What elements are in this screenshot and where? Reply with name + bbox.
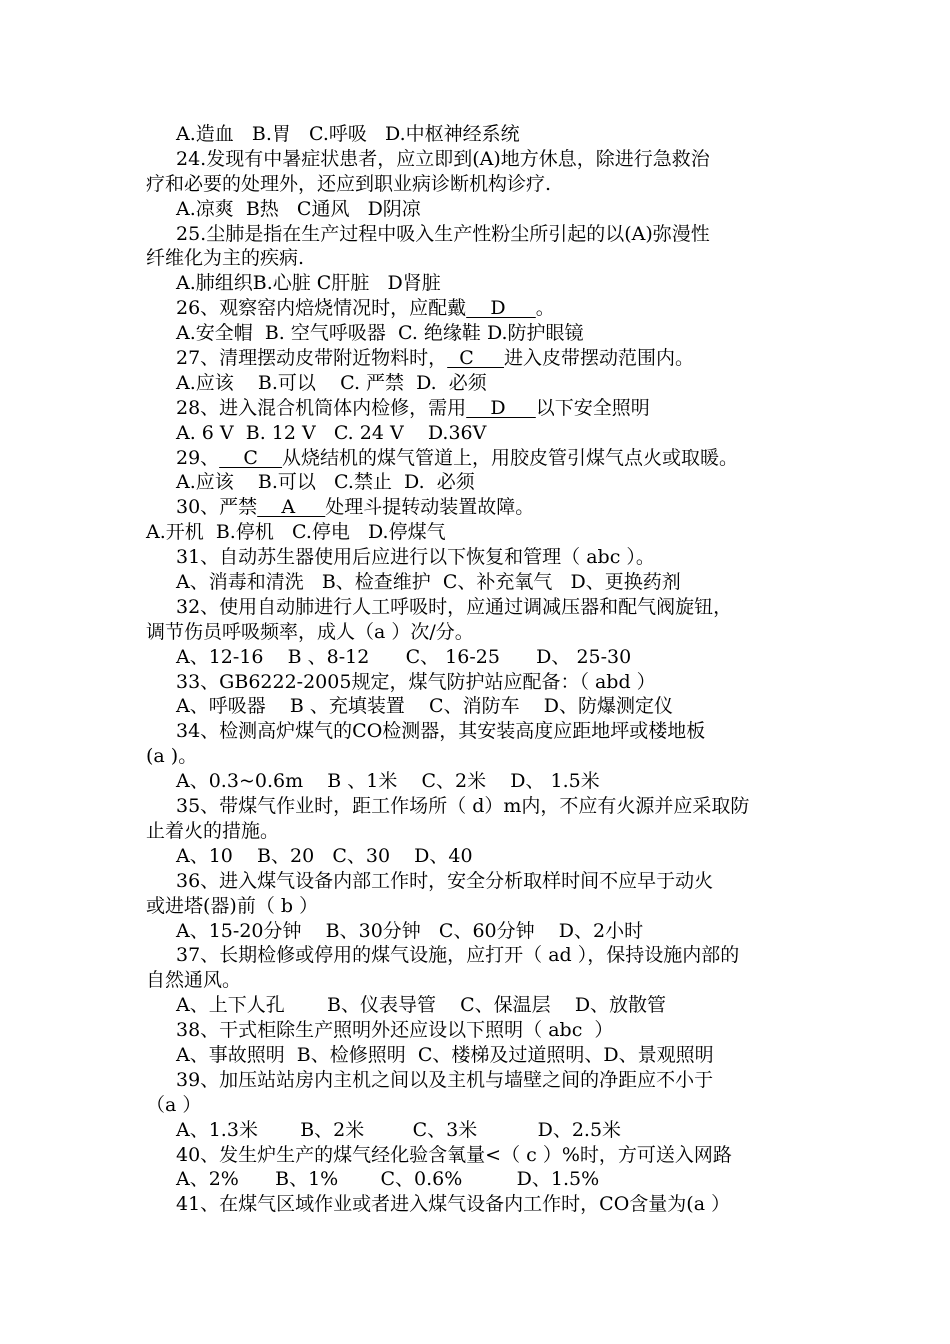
text-line: A、呼吸器 B 、充填装置 C、消防车 D、防爆测定仪	[176, 695, 673, 718]
text-line: 35、带煤气作业时，距工作场所（ d）m内，不应有火源并应采取防	[176, 795, 750, 818]
text-line: 33、GB6222-2005规定，煤气防护站应配备：（ abd ）	[176, 670, 656, 693]
text-line: （a ）	[146, 1093, 202, 1116]
text-line: A、15-20分钟 B、30分钟 C、60分钟 D、2小时	[176, 919, 644, 942]
text-line: A.应该 B.可以 C. 严禁 D. 必须	[176, 371, 487, 394]
document-body	[146, 122, 816, 1217]
text-line: A、消毒和清洗 B、检查维护 C、补充氧气 D、更换药剂	[176, 571, 681, 594]
text-line: A.安全帽 B. 空气呼吸器 C. 绝缘鞋 D.防护眼镜	[176, 322, 584, 345]
question-text: 27、清理摆动皮带附近物料时，	[176, 347, 448, 370]
text-line: 自然通风。	[146, 969, 242, 992]
text-line: A、事故照明 B、检修照明 C、楼梯及过道照明、D、景观照明	[176, 1043, 714, 1066]
text-line	[146, 296, 816, 321]
question-text: 29、	[176, 446, 220, 469]
question-text: 从烧结机的煤气管道上，用胶皮管引煤气点火或取暖。	[282, 446, 739, 469]
text-line: 纤维化为主的疾病.	[146, 247, 305, 270]
text-line: A.应该 B.可以 C.禁止 D. 必须	[176, 471, 475, 494]
text-line: A、12-16 B 、8-12 C、 16-25 D、 25-30	[176, 645, 632, 668]
question-text: 26、观察窑内焙烧情况时，应配戴	[176, 297, 467, 320]
text-line: A. 6 V B. 12 V C. 24 V D.36V	[176, 421, 487, 444]
answer-blank: D	[466, 396, 536, 419]
text-line: A、10 B、20 C、30 D、40	[176, 844, 473, 867]
text-line: 或进塔(器)前（ b ）	[146, 894, 319, 917]
answer-blank: C	[219, 446, 283, 469]
text-line: A、上下人孔 B、仪表导管 C、保温层 D、放散管	[176, 994, 667, 1017]
text-line: 止着火的措施。	[146, 819, 280, 842]
text-line: 40、发生炉生产的煤气经化验含氧量<（ c ）%时，方可送入网路	[176, 1143, 732, 1166]
text-line: A.造血 B.胃 C.呼吸 D.中枢神经系统	[176, 123, 520, 145]
answer-blank: D	[466, 297, 536, 320]
text-line: 25.尘肺是指在生产过程中吸入生产性粉尘所引起的以(A)弥漫性	[176, 222, 710, 245]
text-line: 31、自动苏生器使用后应进行以下恢复和管理（ abc ）。	[176, 546, 655, 569]
text-line: 38、干式柜除生产照明外还应设以下照明（ abc ）	[176, 1019, 614, 1042]
text-line: 37、长期检修或停用的煤气设施，应打开（ ad ），保持设施内部的	[176, 944, 740, 967]
text-line: A、0.3~0.6m B 、1米 C、2米 D、 1.5米	[176, 770, 600, 793]
question-text: 30、严禁	[176, 496, 258, 519]
question-text: 以下安全照明	[535, 396, 650, 419]
text-line: 34、检测高炉煤气的CO检测器，其安装高度应距地坪或楼地板	[176, 720, 706, 743]
text-line: A.肺组织B.心脏 C肝脏 D肾脏	[176, 272, 441, 295]
text-line: 32、使用自动肺进行人工呼吸时，应通过调减压器和配气阀旋钮，	[176, 595, 733, 618]
text-line: 36、进入煤气设备内部工作时，安全分析取样时间不应早于动火	[176, 869, 714, 892]
text-line: A.凉爽 B热 C通风 D阴凉	[176, 197, 421, 220]
text-line: (a )。	[146, 745, 198, 768]
question-text: 。	[535, 297, 555, 320]
text-line: A.开机 B.停机 C.停电 D.停煤气	[146, 521, 446, 544]
question-text: 处理斗提转动装置故障。	[325, 496, 535, 519]
question-text: 进入皮带摆动范围内。	[504, 347, 695, 370]
text-line: 39、加压站站房内主机之间以及主机与墙壁之间的净距应不小于	[176, 1068, 714, 1091]
text-line	[146, 495, 816, 520]
text-line: 疗和必要的处理外，还应到职业病诊断机构诊疗.	[146, 172, 552, 195]
answer-blank: A	[257, 496, 326, 519]
text-line: 24.发现有中暑症状患者，应立即到(A)地方休息，除进行急救治	[176, 147, 710, 170]
text-line	[146, 396, 816, 421]
answer-blank: C	[447, 347, 505, 370]
text-line	[146, 446, 816, 471]
text-line	[146, 346, 816, 371]
text-line: 41、在煤气区域作业或者进入煤气设备内工作时，CO含量为(a ）	[176, 1193, 731, 1216]
text-line: A、2% B、1% C、0.6% D、1.5%	[176, 1168, 600, 1191]
text-line: 调节伤员呼吸频率，成人（a ）次/分。	[146, 620, 474, 643]
text-line: A、1.3米 B、2米 C、3米 D、2.5米	[176, 1118, 622, 1141]
question-text: 28、进入混合机筒体内检修，需用	[176, 396, 467, 419]
